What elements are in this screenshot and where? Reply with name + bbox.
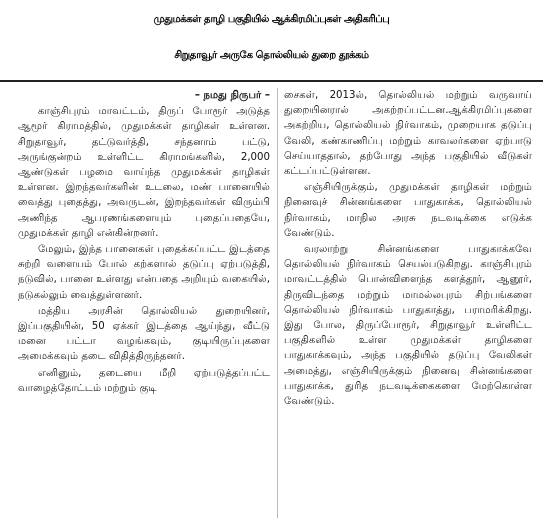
headline-line-1: முதுமக்கள் தாழி பகுதியில் ஆக்கிரமிப்புகள் அதிகரிப்பு [153,14,390,25]
paragraph: சைகள், 2013ல், தொல்லியல் மற்றும் வருவாய் துறையினரால் அகற்றப்பட்டன.ஆக்கிரமிப்புகளை அகற்றிய, தொல்லியல் நிர்வாகம், முறையாக தடுப்பு வேலி, கண்காணிப்பு மற்றும் காவலர்களை ஏற்பாடு செய்யாததால், தற்போது அந்த பகுதியில் வீடுகள் கட்டப்பட்டுள்ளன. [284,90,532,178]
article-column-right [284,88,532,410]
paragraph: மேலும், இந்த பானைகள் புதைக்கப்பட்ட இடத்தை சுற்றி வளையம் போல் கற்களால் தடுப்பு ஏற்படுத்தி, நடுவில், பானை உள்ளது என்பதை அறியும் வகையில், நடுகல்லும் வைத்துள்ளனர். [18,244,270,301]
paragraph: மத்திய அரசின் தொல்லியல் துறையினர், இப்பகுதியின், 50 ஏக்கர் இடத்தை ஆய்ந்து, வீட்டு மனை பட்டா வழங்கவும், குடியிருப்புகளை அமைக்கவும் தடை விதித்திருந்தனர். [18,305,270,363]
article-column-left [18,88,270,397]
column-divider [277,88,278,518]
paragraph: காஞ்சிபுரம் மாவட்டம், திருப் போரூர் அடுத்த ஆமூர் கிராமத்தில், முதுமக்கள் தாழிகள் உள்ளன. சிறுதாவூர், தட்டுவர்த்தி, சந்தனாம் பட்டு, அருங்குன்றம் உள்ளிட்ட கிராமங்களில், 2,000 ஆண்டுகள் பழமை வாய்ந்த முதுமக்கள் தாழிகள் உள்ளன. இறந்தவர்களின் உடலை, மண் பானையில் வைத்து புதைத்து, அவருடன், இறந்தவர்கள் விரும்பி அணிந்த ஆபரணங்களையும் புதைப்பதையே, முதுமக்கள் தாழி என்கின்றனர். [18,106,270,239]
byline: – நமது நிருபர் – [194,90,270,101]
paragraph: வரலாற்று சின்னங்களை பாதுகாக்கவே தொல்லியல் நிர்வாகம் செயல்படுகிறது. காஞ்சிபுரம் மாவட்டத்தில் பொன்விளைந்த களத்தூர், ஆனூர், திருவிடந்தை மற்றும் மாமல்லபுரம் சிற்பங்களை தொல்லியல் நிர்வாகம் பாதுகாத்து, பராமரிக்கிறது. இது போல, திருப்போரூர், சிறுதாவூர் உள்ளிட்ட பகுதிகளில் உள்ள முதுமக்கள் தாழிகளை பாதுகாக்கவும், அந்த பகுதியில் தடுப்பு வேலிகள் அமைத்து, எஞ்சியிருக்கும் நினைவு சின்னங்களை பாதுகாக்க, துரித நடவடிக்கைகளை மேற்கொள்ள வேண்டும். [284,244,532,408]
headline-rule [0,80,543,82]
paragraph: எனினும், தடையை மீறி ஏற்படுத்தப்பட்ட வாழைத்தோட்டம் மற்றும் குடி [18,367,270,394]
headline-line-2: சிறுதாவூர் அருகே தொல்லியல் துறை தூக்கம் [174,50,369,61]
paragraph: எஞ்சியிருக்கும், முதுமக்கள் தாழிகள் மற்றும் நினைவுச் சின்னங்களை பாதுகாக்க, தொல்லியல் நிர்வாகம், மாநில அரசு நடவடிக்கை எடுக்க வேண்டும். [284,182,532,239]
